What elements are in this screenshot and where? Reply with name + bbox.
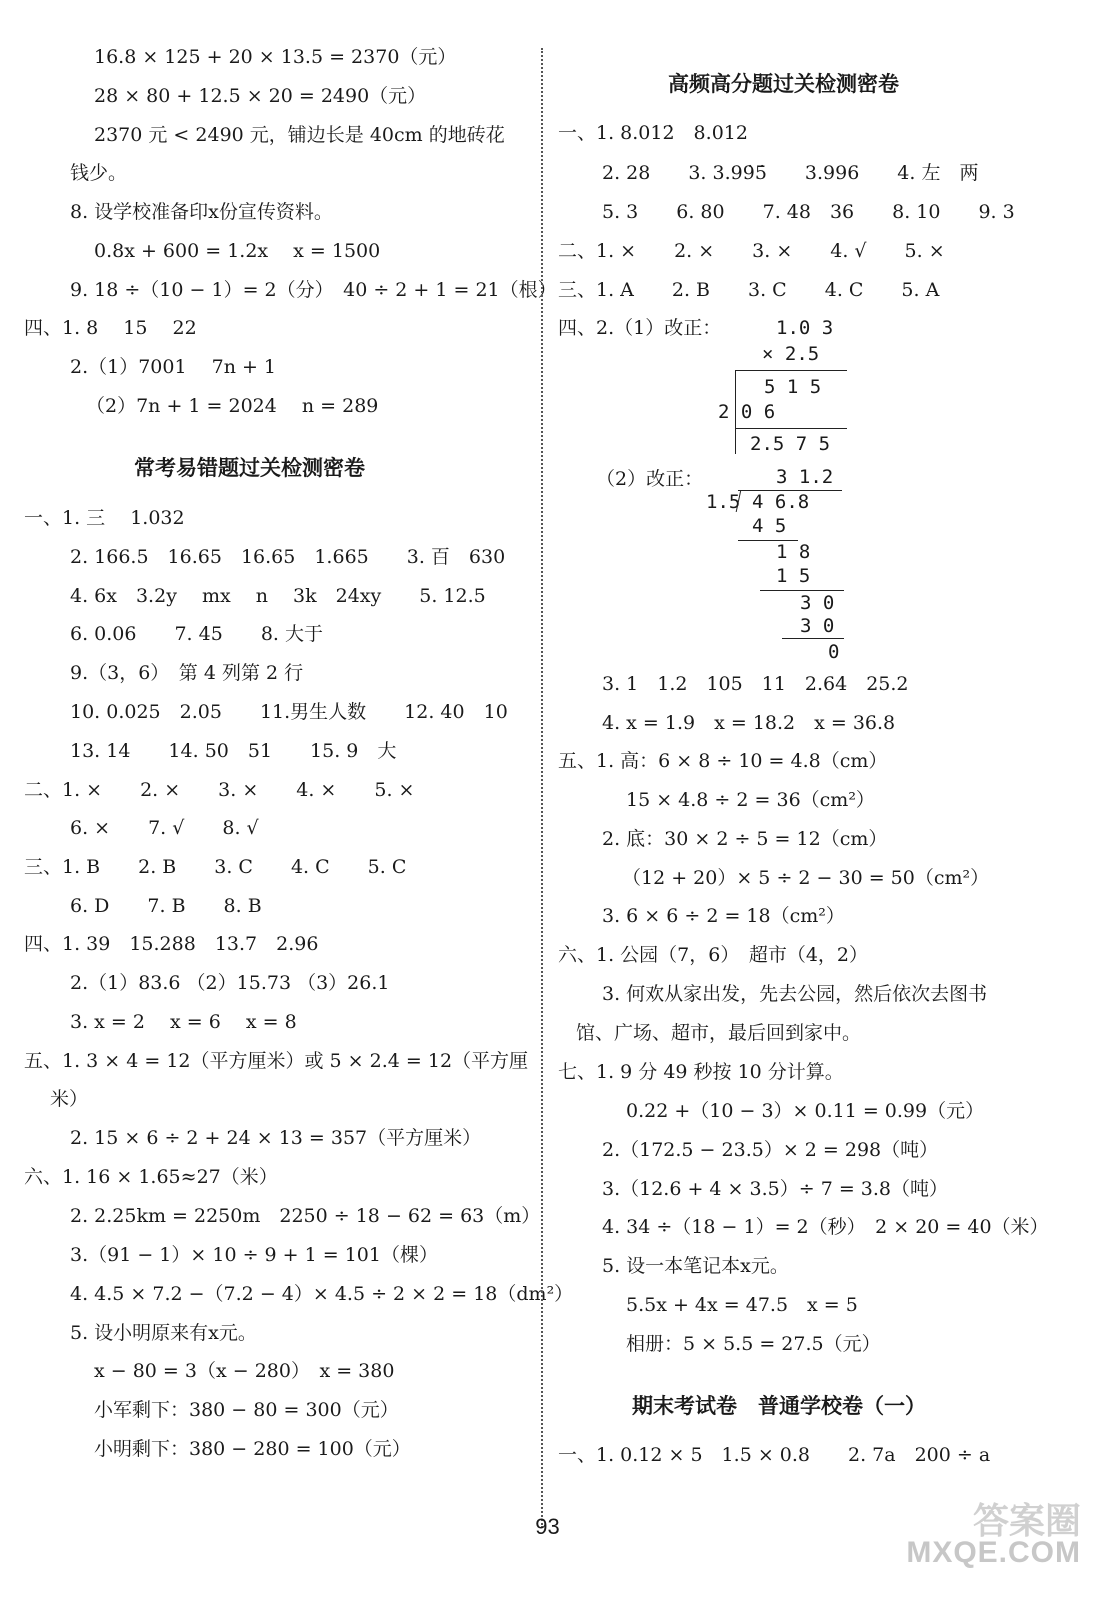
answer-line: 3.（91 − 1）× 10 ÷ 9 + 1 = 101（棵）: [70, 1244, 438, 1266]
answer-line: 3. x = 2 x = 6 x = 8: [70, 1011, 297, 1033]
answer-line: 2.（1）83.6 （2）15.73 （3）26.1: [70, 972, 390, 994]
answer-line: 16.8 × 125 + 20 × 13.5 = 2370（元）: [94, 46, 457, 68]
answer-line: 2370 元 < 2490 元，铺边长是 40cm 的地砖花: [94, 124, 505, 146]
answer-line: 六、1. 16 × 1.65≈27（米）: [24, 1166, 278, 1188]
answer-line: 4. 6x 3.2y mx n 3k 24xy 5. 12.5: [70, 585, 486, 607]
answer-line: 2.（1）7001 7n + 1: [70, 356, 277, 378]
answer-line: 5. 设一本笔记本x元。: [602, 1255, 789, 1277]
mul-rule: [735, 370, 847, 371]
answer-line: 米）: [50, 1088, 89, 1110]
answer-line: x − 80 = 3（x − 280） x = 380: [94, 1360, 395, 1382]
answer-line: 28 × 80 + 12.5 × 20 = 2490（元）: [94, 85, 427, 107]
answer-line: 五、1. 高：6 × 8 ÷ 10 = 4.8（cm）: [558, 750, 888, 772]
answer-line: 9.（3，6） 第 4 列第 2 行: [70, 662, 304, 684]
answer-line: 3. 何欢从家出发，先去公园，然后依次去图书: [602, 983, 988, 1005]
div-quotient: 3 1.2: [776, 466, 834, 488]
answer-line: 4. 4.5 × 7.2 −（7.2 − 4）× 4.5 ÷ 2 × 2 = 18（dm²）: [70, 1283, 574, 1305]
answer-line: 2. 28 3. 3.99̇5̇ 3.996 4. 左 两: [602, 162, 979, 184]
mul-row: 5 1 5: [764, 376, 822, 398]
answer-line: 4. x = 1.9 x = 18.2 x = 36.8: [602, 712, 896, 734]
answer-line: 三、1. B 2. B 3. C 4. C 5. C: [24, 856, 407, 878]
div-step: 1 8: [776, 541, 811, 563]
answer-line: 3. 6 × 6 ÷ 2 = 18（cm²）: [602, 905, 845, 927]
answer-line: 小明剩下：380 − 280 = 100（元）: [94, 1438, 411, 1460]
answer-line: 10. 0.025 2.05 11.男生人数 12. 40 10: [70, 701, 508, 723]
answer-line: 一、1. 0.12 × 5 1.5 × 0.8 2. 7a 200 ÷ a: [558, 1444, 991, 1466]
div-step: 4 5: [752, 515, 787, 537]
answer-line: 二、1. × 2. × 3. × 4. × 5. ×: [24, 779, 415, 801]
div-step: 1 5: [776, 565, 811, 587]
answer-line: 4. 34 ÷（18 − 1）= 2（秒） 2 × 20 = 40（米）: [602, 1216, 1049, 1238]
answer-line: 5. 3 6. 80 7. 48 36 8. 10 9. 3: [602, 201, 1015, 223]
watermark-logo: 答案圈: [972, 1501, 1081, 1542]
answer-line: （2）改正：: [596, 468, 704, 490]
column-divider: [541, 48, 543, 1528]
answer-line: 15 × 4.8 ÷ 2 = 36（cm²）: [626, 789, 875, 811]
mul-rule: [735, 428, 847, 429]
mul-row: 2.5 7 5: [750, 433, 831, 455]
answer-line: 0.8x + 600 = 1.2x x = 1500: [94, 240, 381, 262]
div-dividend: 4 6.8: [752, 491, 810, 513]
answer-line: 6. × 7. √ 8. √: [70, 817, 259, 839]
watermark: MXQE.COM: [906, 1536, 1081, 1569]
answer-line: 2. 166.5 16.65 16.65 1.665 3. 百 630: [70, 546, 506, 568]
answer-line: 5.5x + 4x = 47.5 x = 5: [626, 1294, 858, 1316]
div-step: 0: [828, 641, 840, 663]
mul-row: × 2.5: [762, 343, 820, 365]
answer-line: 四、2.（1）改正：: [558, 317, 722, 339]
section-title: 期末考试卷 普通学校卷（一）: [632, 1394, 926, 1418]
div-divisor: 1.5: [706, 491, 741, 513]
answer-line: 小军剩下：380 − 80 = 300（元）: [94, 1399, 399, 1421]
answer-line: 四、1. 39 15.288 13.7 2.96: [24, 933, 319, 955]
answer-line: 9. 18 ÷（10 − 1）= 2（分） 40 ÷ 2 + 1 = 21（根）: [70, 279, 557, 301]
page-number: 93: [535, 1514, 560, 1539]
answer-line: 相册：5 × 5.5 = 27.5（元）: [626, 1333, 881, 1355]
section-title: 高频高分题过关检测密卷: [668, 72, 899, 96]
answer-line: 5. 设小明原来有x元。: [70, 1322, 257, 1344]
mul-row: 2 0 6: [718, 401, 776, 423]
answer-line: 3. 1 1.2 105 11 2.64 25.2: [602, 673, 909, 695]
answer-line: 一、1. 三 1.032: [24, 507, 185, 529]
answer-line: 七、1. 9 分 49 秒按 10 分计算。: [558, 1061, 844, 1083]
answer-line: （12 + 20）× 5 ÷ 2 − 30 = 50（cm²）: [622, 867, 990, 889]
answer-line: 13. 14 14. 50 51 15. 9 大: [70, 740, 397, 762]
section-title: 常考易错题过关检测密卷: [134, 456, 365, 480]
answer-line: 钱少。: [70, 162, 128, 184]
answer-line: 0.22 +（10 − 3）× 0.11 = 0.99（元）: [626, 1100, 985, 1122]
answer-line: 馆、广场、超市，最后回到家中。: [576, 1022, 862, 1044]
answer-line: （2）7n + 1 = 2024 n = 289: [86, 395, 379, 417]
div-step: 3 0: [800, 615, 835, 637]
answer-line: 2. 15 × 6 ÷ 2 + 24 × 13 = 357（平方厘米）: [70, 1127, 482, 1149]
answer-line: 8. 设学校准备印x份宣传资料。: [70, 201, 333, 223]
answer-line: 一、1. 8.012̇ 8.012: [558, 122, 748, 144]
answer-line: 三、1. A 2. B 3. C 4. C 5. A: [558, 279, 940, 301]
answer-line: 6. D 7. B 8. B: [70, 895, 262, 917]
answer-line: 六、1. 公园（7，6） 超市（4，2）: [558, 944, 869, 966]
answer-line: 2. 底：30 × 2 ÷ 5 = 12（cm）: [602, 828, 888, 850]
answer-line: 二、1. × 2. × 3. × 4. √ 5. ×: [558, 240, 945, 262]
answer-line: 2.（172.5 − 23.5）× 2 = 298（吨）: [602, 1139, 939, 1161]
answer-line: 6. 0.06 7. 45 8. 大于: [70, 623, 323, 645]
div-rule: [782, 638, 844, 639]
answer-line: 五、1. 3 × 4 = 12（平方厘米）或 5 × 2.4 = 12（平方厘: [24, 1050, 529, 1072]
answer-line: 四、1. 8 15 22: [24, 317, 197, 339]
mul-row: 1.0 3: [776, 317, 834, 339]
answer-line: 3.（12.6 + 4 × 3.5）÷ 7 = 3.8（吨）: [602, 1178, 948, 1200]
div-step: 3 0: [800, 592, 835, 614]
answer-line: 2. 2.25km = 2250m 2250 ÷ 18 − 62 = 63（m）: [70, 1205, 541, 1227]
